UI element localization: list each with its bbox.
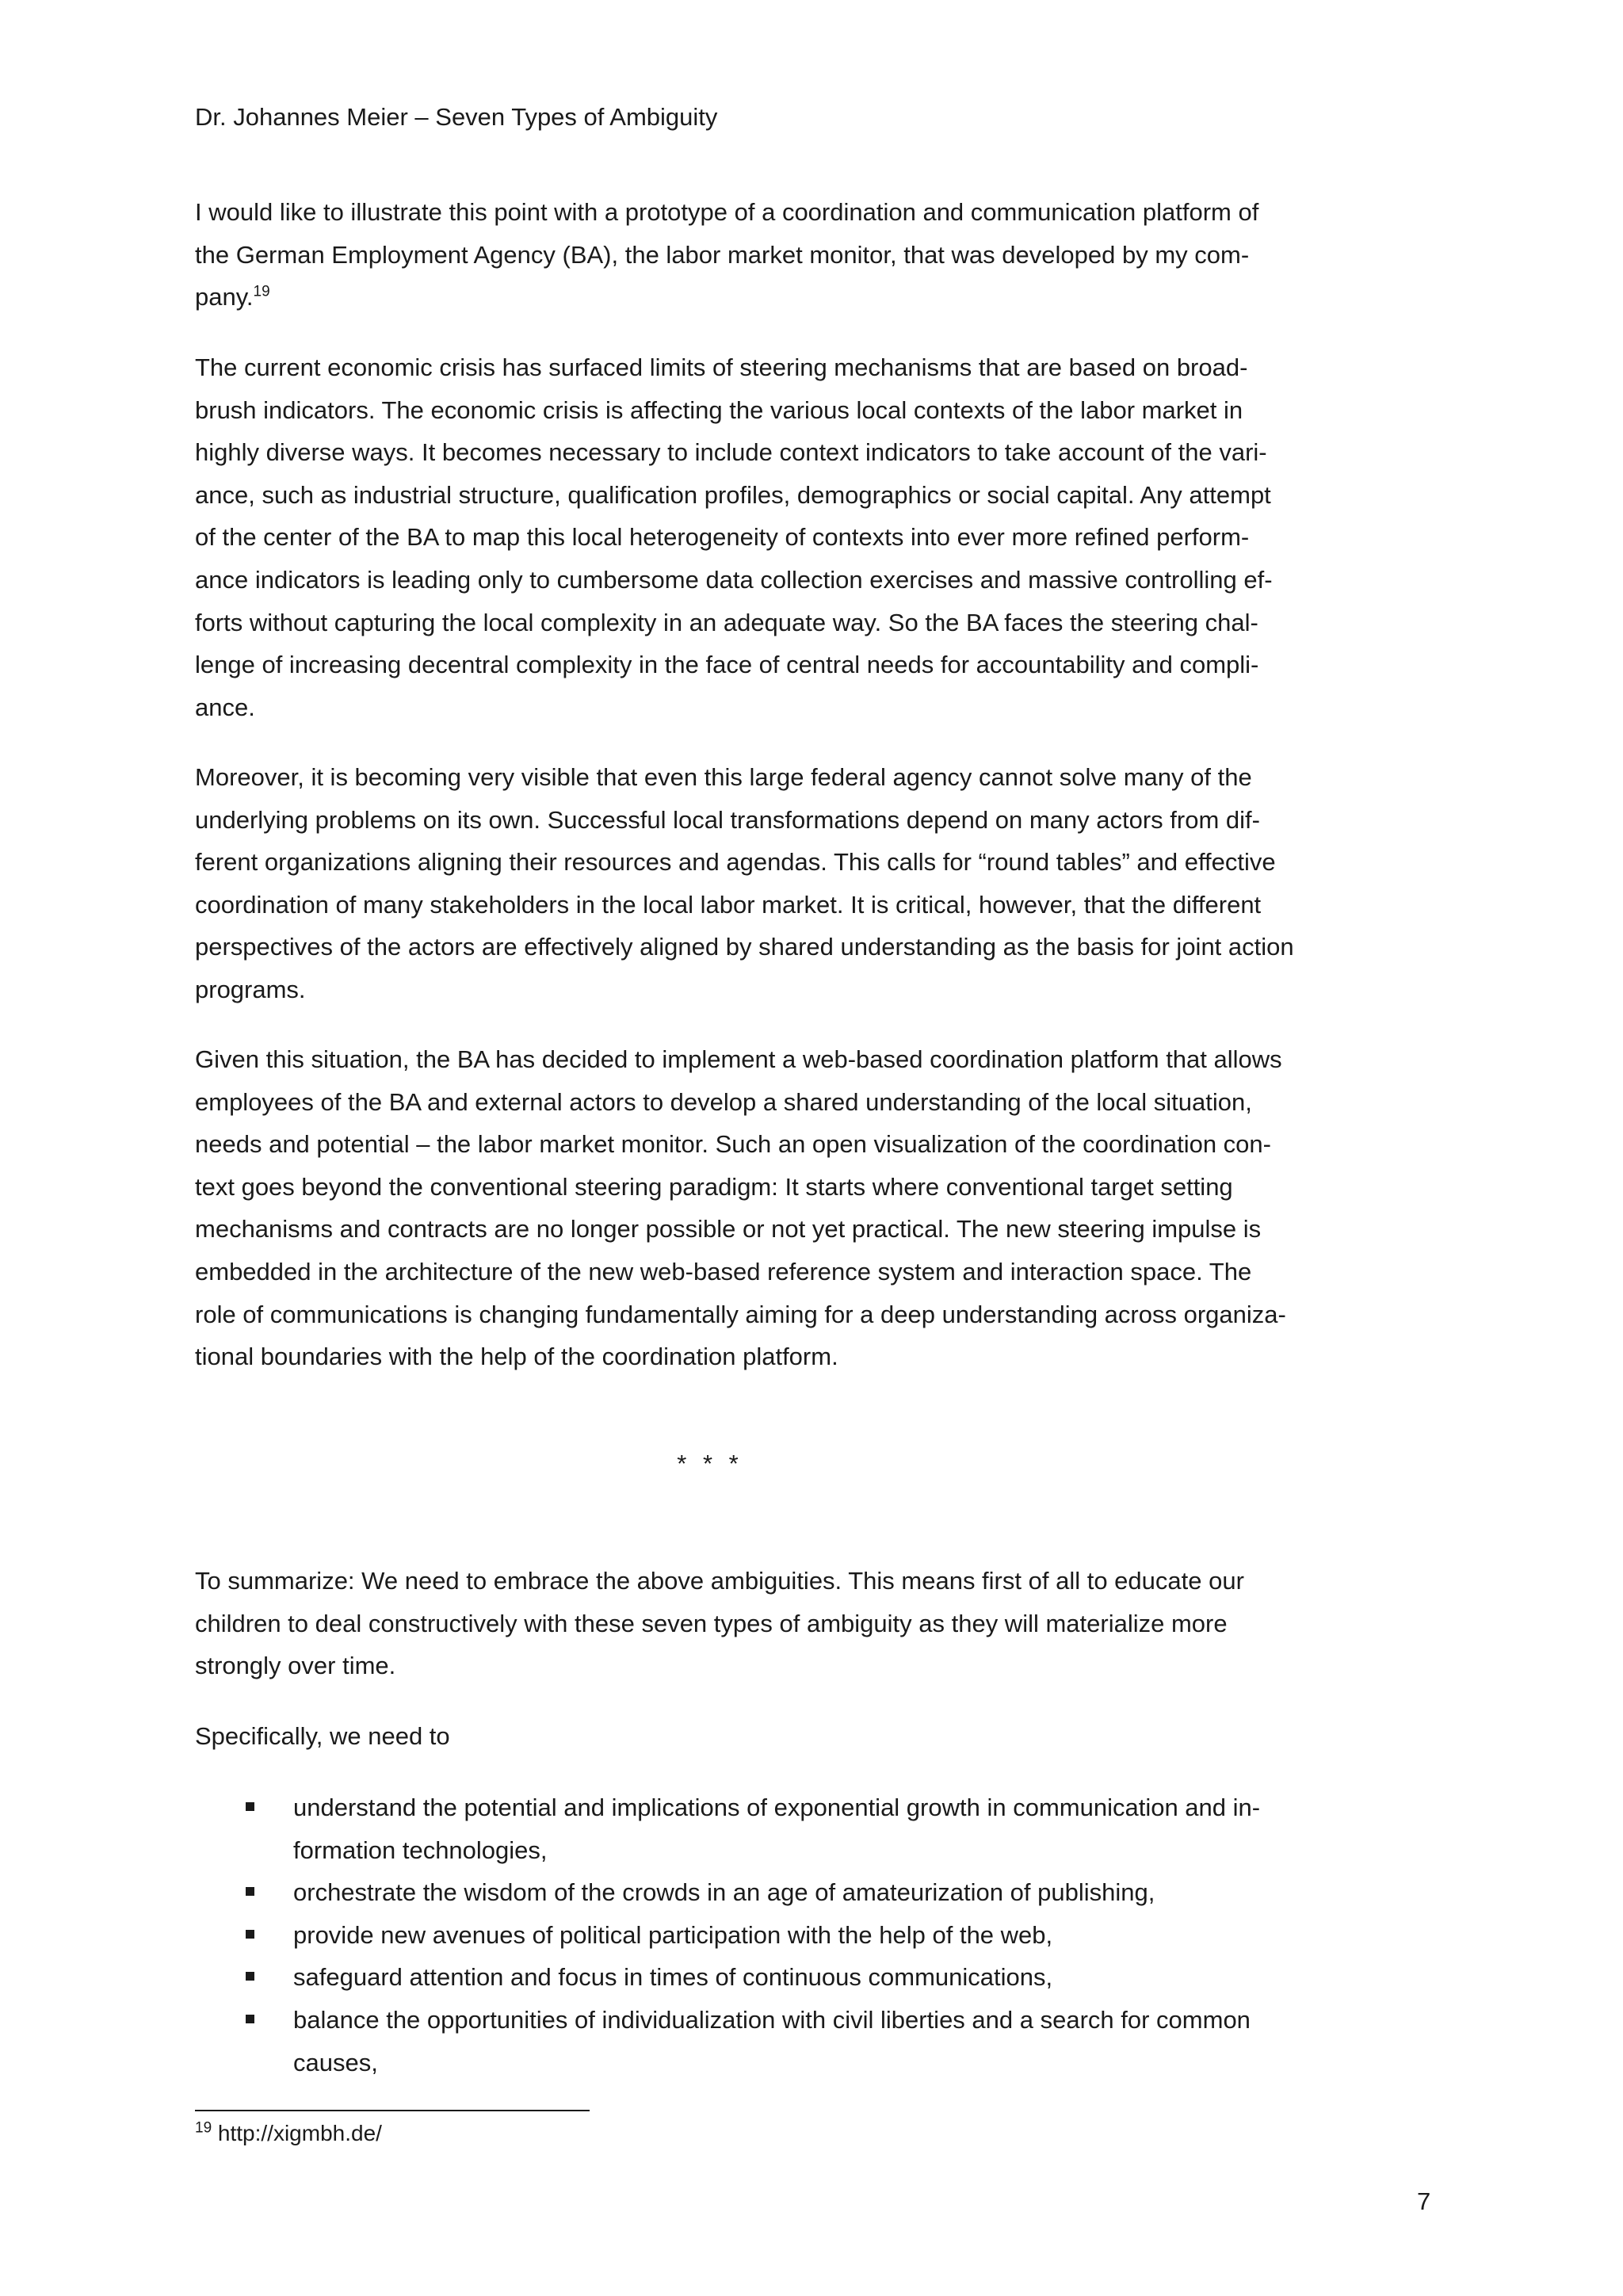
section-separator: * * * xyxy=(677,1450,743,1477)
paragraph-coordination-platform xyxy=(195,1038,1439,1378)
page-number: 7 xyxy=(1417,2187,1431,2215)
paragraph-summary-text: To summarize: We need to embrace the above ambiguities. This means first of all to educate our children to deal constructively with these seven types of ambiguity as they will materialize more strongly over time. xyxy=(195,1567,1244,1680)
list-item xyxy=(195,1956,1439,1999)
square-bullet-icon xyxy=(246,1972,254,1981)
square-bullet-icon xyxy=(246,1887,254,1896)
paragraph-economic-crisis-text: The current economic crisis has surfaced limits of steering mechanisms that are based on broad- brush indicators. The economic crisis is affecting the various local contexts of the labor market in highly diverse ways. It becomes necessary to include context indicators to take account of the vari- ance, such as industrial structure, qualification profiles, demographics or social capital. Any attempt of the center of the BA to map this local heterogeneity of contexts into ever more refined perform- ance indicators is leading only to cumbersome data collection exercises and massive controlling ef- forts without capturing the local complexity in an adequate way. So the BA faces the steering chal- lenge of increasing decentral complexity in the face of central needs for accountability and compli- ance. xyxy=(195,353,1273,721)
footnote-number: 19 xyxy=(195,2119,212,2137)
square-bullet-icon xyxy=(246,2015,254,2023)
list-item-text: orchestrate the wisdom of the crowds in an age of amateurization of publishing, xyxy=(293,1878,1155,1907)
paragraph-intro-text: I would like to illustrate this point with a prototype of a coordination and communication platform of the German Employment Agency (BA), the labor market monitor, that was developed by my com- pany. xyxy=(195,198,1259,311)
list-item xyxy=(195,1871,1439,1914)
paragraph-federal-agency xyxy=(195,756,1439,1011)
paragraph-specifically-text: Specifically, we need to xyxy=(195,1722,450,1750)
list-item xyxy=(195,1786,1439,1871)
list-item-text: balance the opportunities of individualization with civil liberties and a search for common causes, xyxy=(293,2005,1251,2076)
list-item-text: safeguard attention and focus in times of continuous communications, xyxy=(293,1963,1053,1992)
list-item-text: understand the potential and implications of exponential growth in communication and in- formation technologies, xyxy=(293,1794,1261,1864)
list-item xyxy=(195,1999,1439,2084)
list-item xyxy=(195,1914,1439,1957)
paragraph-federal-agency-text: Moreover, it is becoming very visible that even this large federal agency cannot solve many of the underlying problems on its own. Successful local transformations depend on many actors from dif- ferent organizations aligning their resources and agendas. This calls for “round tables” and effective coordination of many stakeholders in the local labor market. It is critical, however, that the different perspectives of the actors are effectively aligned by shared understanding as the basis for joint action programs. xyxy=(195,763,1294,1003)
paragraph-coordination-platform-text: Given this situation, the BA has decided to implement a web-based coordination platform that allows employees of the BA and external actors to develop a shared understanding of the local situation, needs and potential – the labor market monitor. Such an open visualization of the coordination con- text goes beyond the conventional steering paradigm: It starts where conventional target setting mechanisms and contracts are no longer possible or not yet practical. The new steering impulse is embedded in the architecture of the new web-based reference system and interaction space. The role of communications is changing fundamentally aiming for a deep understanding across organiza- tional boundaries with the help of the coordination platform. xyxy=(195,1045,1286,1371)
paragraph-summary xyxy=(195,1560,1439,1687)
list-item-text: provide new avenues of political participation with the help of the web, xyxy=(293,1920,1053,1949)
square-bullet-icon xyxy=(246,1930,254,1939)
paragraph-specifically xyxy=(195,1715,1439,1758)
paragraph-intro xyxy=(195,191,1439,319)
square-bullet-icon xyxy=(246,1802,254,1811)
running-header: Dr. Johannes Meier – Seven Types of Ambiguity xyxy=(195,103,718,131)
footnote-link[interactable]: http://xigmbh.de/ xyxy=(217,2121,382,2145)
footnote-reference[interactable]: 19 xyxy=(253,283,270,300)
footnote xyxy=(195,2118,382,2149)
footnote-divider xyxy=(195,2110,590,2111)
paragraph-economic-crisis xyxy=(195,346,1439,728)
bullet-list xyxy=(195,1786,1439,2084)
